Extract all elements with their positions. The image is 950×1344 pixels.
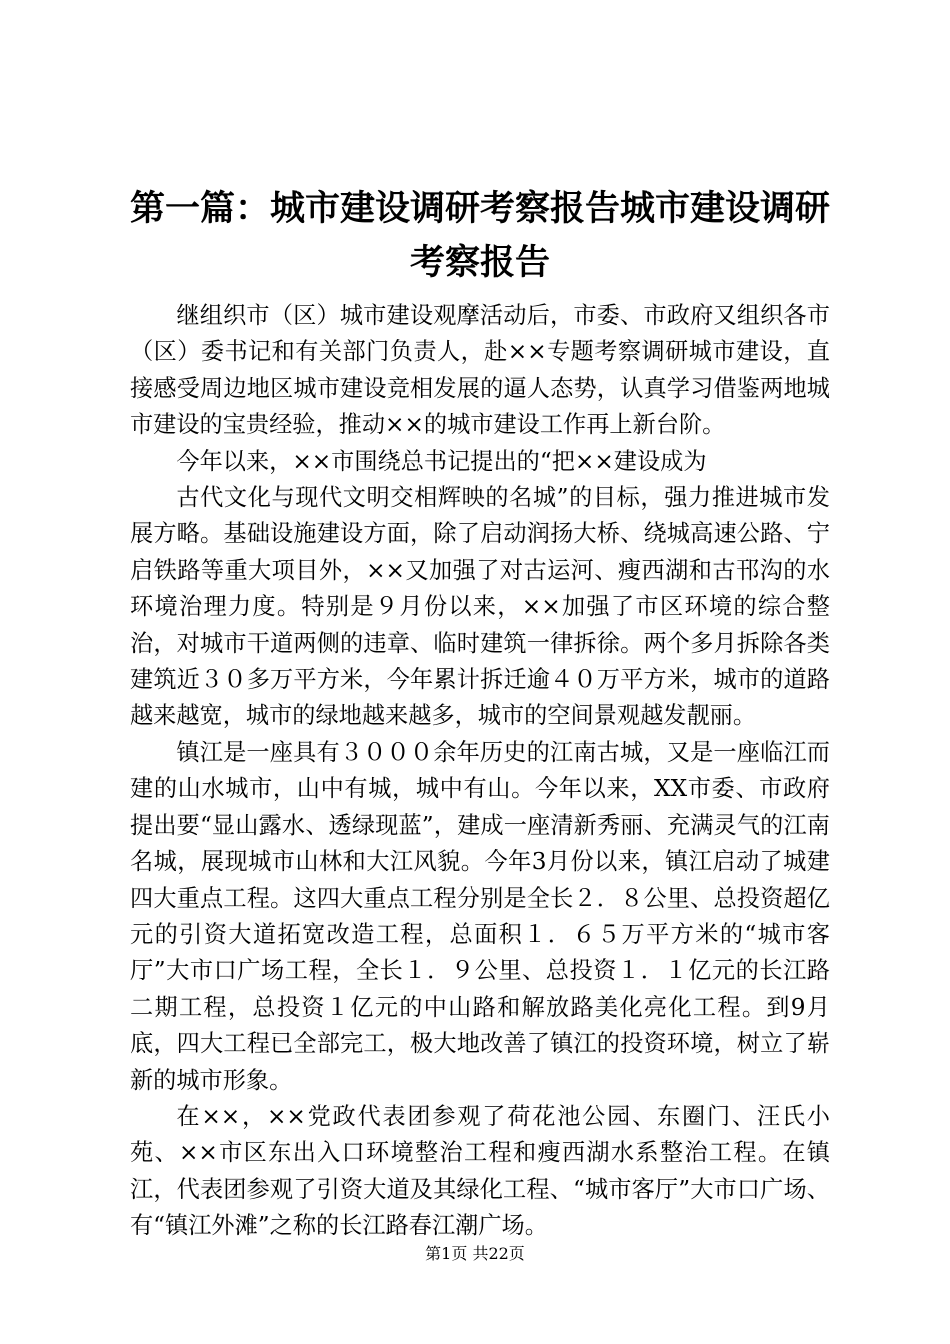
- paragraph-5: 在××，××党政代表团参观了荷花池公园、东圈门、汪氏小苑、××市区东出入口环境整治工程和瘦西湖水系整治工程。在镇江，代表团参观了引资大道及其绿化工程、“城市客厅”大市口广场、有“镇江外滩”之称的长江路春江潮广场。: [130, 1102, 830, 1240]
- paragraph-3: 古代文化与现代文明交相辉映的名城”的目标，强力推进城市发展方略。基础设施建设方面，除了启动润扬大桥、绕城高速公路、宁启铁路等重大项目外，××又加强了对古运河、瘦西湖和古邗沟的水环境治理力度。特别是９月份以来，××加强了市区环境的综合整治，对城市干道两侧的违章、临时建筑一律拆徐。两个多月拆除各类建筑近３０多万平方米，今年累计拆迁逾４０万平方米，城市的道路越来越宽，城市的绿地越来越多，城市的空间景观越发靓丽。: [130, 484, 830, 730]
- paragraph-1: 继组织市（区）城市建设观摩活动后，市委、市政府又组织各市（区）委书记和有关部门负责人，赴××专题考察调研城市建设，直接感受周边地区城市建设竞相发展的逼人态势，认真学习借鉴两地城市建设的宝贵经验，推动××的城市建设工作再上新台阶。: [130, 302, 830, 439]
- document-title: 第一篇：城市建设调研考察报告城市建设调研考察报告: [129, 188, 830, 283]
- document-body: [130, 298, 830, 1245]
- paragraph-2: 今年以来，××市围绕总书记提出的“把××建设成为: [176, 447, 707, 475]
- paragraph-4: 镇江是一座具有３０００余年历史的江南古城，又是一座临江而建的山水城市，山中有城，城中有山。今年以来，XX市委、市政府提出要“显山露水、透绿现蓝”，建成一座清新秀丽、充满灵气的江南名城，展现城市山林和大江风貌。今年3月份以来，镇江启动了城建四大重点工程。这四大重点工程分别是全长２．８公里、总投资超亿元的引资大道拓宽改造工程，总面积１．６５万平方米的“城市客厅”大市口广场工程，全长１．９公里、总投资１．１亿元的长江路二期工程，总投资１亿元的中山路和解放路美化亮化工程。到9月底，四大工程已全部完工，极大地改善了镇江的投资环境，树立了崭新的城市形象。: [130, 738, 830, 1094]
- page-number-footer: 第1页 共22页: [425, 1244, 525, 1263]
